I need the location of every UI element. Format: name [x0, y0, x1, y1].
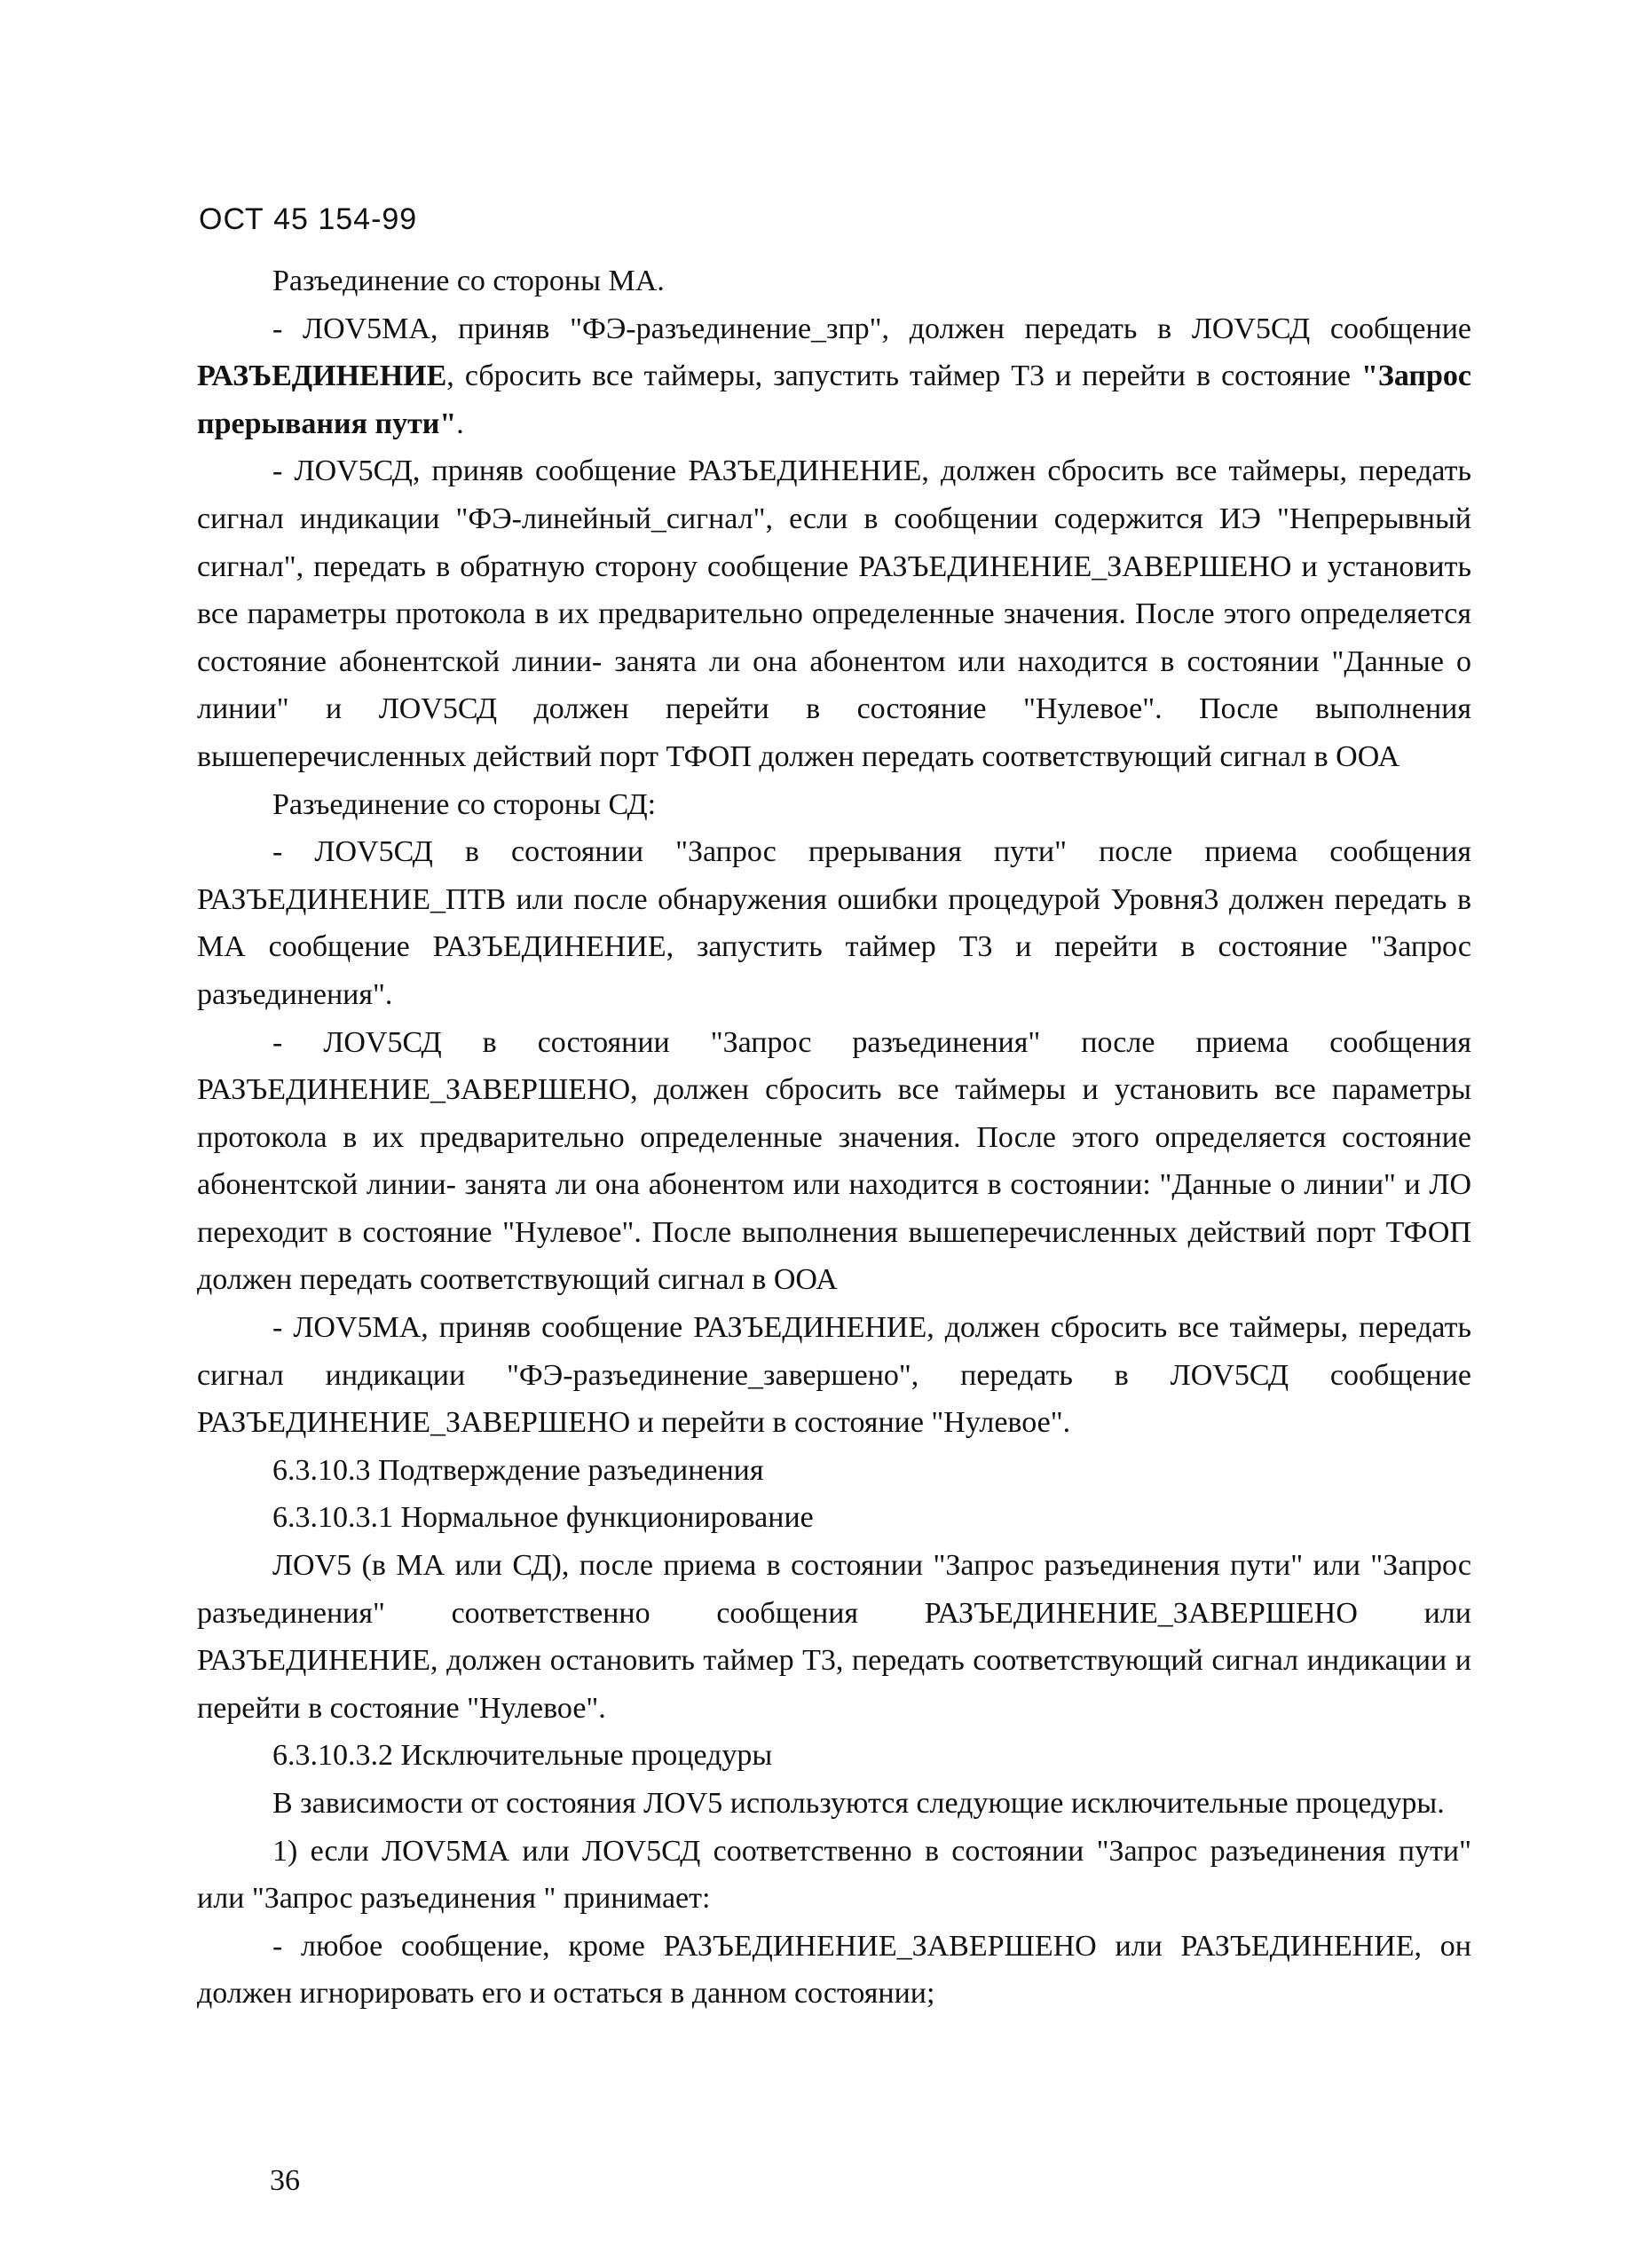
paragraph: В зависимости от состояния ЛОV5 используются следующие исключительные процедуры.: [272, 1787, 1445, 1820]
paragraph: - ЛОV5СД, приняв сообщение РАЗЪЕДИНЕНИЕ, должен сбросить все таймеры, передать сигнал индикации "ФЭ-линейный_сигнал", если в сообщении содержится ИЭ "Непрерывный сигнал", передать в обратную сторону сообщение РАЗЪЕДИНЕНИЕ_ЗАВЕРШЕНО и установить все параметры протокола в их предварительно определенные значения. После этого определяется состояние абонентской линии- занята ли она абонентом или находится в состоянии "Данные о линии" и ЛОV5СД должен перейти в состояние "Нулевое". После выполнения вышеперечисленных действий порт ТФОП должен передать соответствующий сигнал в ООА: [197, 454, 1471, 773]
paragraph: Разъединение со стороны СД:: [272, 787, 657, 821]
paragraph: - ЛОV5СД в состоянии "Запрос разъединения" после приема сообщения РАЗЪЕДИНЕНИЕ_ЗАВЕРШЕНО, должен сбросить все таймеры и установить все параметры протокола в их предварительно определенные значения. После этого определяется состояние абонентской линии- занята ли она абонентом или находится в состоянии: "Данные о линии" и ЛО переходит в состояние "Нулевое". После выполнения вышеперечисленных действий порт ТФОП должен передать соответствующий сигнал в ООА: [197, 1025, 1471, 1297]
body-text: [197, 257, 1471, 2018]
bold-term: РАЗЪЕДИНЕНИЕ: [197, 360, 447, 393]
paragraph: [197, 305, 1471, 448]
paragraph: 1) если ЛОV5МА или ЛОV5СД соответственно в состоянии "Запрос разъединения пути" или "Запрос разъединения " принимает:: [197, 1834, 1471, 1916]
paragraph-text: .: [456, 407, 464, 440]
paragraph-text: - ЛОV5МА, приняв "ФЭ-разъединение_зпр", должен передать в ЛОV5СД сообщение: [272, 312, 1471, 345]
section-heading: 6.3.10.3.1 Нормальное функционирование: [272, 1501, 814, 1535]
paragraph: - любое сообщение, кроме РАЗЪЕДИНЕНИЕ_ЗАВЕРШЕНО или РАЗЪЕДИНЕНИЕ, он должен игнорировать его и остаться в данном состоянии;: [197, 1929, 1471, 2011]
paragraph: ЛОV5 (в МА или СД), после приема в состоянии "Запрос разъединения пути" или "Запрос разъединения" соответственно сообщения РАЗЪЕДИНЕНИЕ_ЗАВЕРШЕНО или РАЗЪЕДИНЕНИЕ, должен остановить таймер Т3, передать соответствующий сигнал индикации и перейти в состояние "Нулевое".: [197, 1549, 1471, 1725]
bold-term: "Запрос прерывания пути": [197, 360, 1471, 440]
section-heading: 6.3.10.3.2 Исключительные процедуры: [272, 1739, 773, 1773]
paragraph: Разъединение со стороны МА.: [272, 265, 665, 297]
section-heading: 6.3.10.3 Подтверждение разъединения: [272, 1453, 764, 1487]
document-code: ОСТ 45 154-99: [199, 202, 418, 236]
page-number: 36: [270, 2164, 300, 2197]
paragraph: - ЛОV5СД в состоянии "Запрос прерывания пути" после приема сообщения РАЗЪЕДИНЕНИЕ_ПТВ или после обнаружения ошибки процедурой Уровня3 должен передать в МА сообщение РАЗЪЕДИНЕНИЕ, запустить таймер Т3 и перейти в состояние "Запрос разъединения".: [197, 835, 1471, 1011]
paragraph: - ЛОV5МА, приняв сообщение РАЗЪЕДИНЕНИЕ, должен сбросить все таймеры, передать сигнал индикации "ФЭ-разъединение_завершено", передать в ЛОV5СД сообщение РАЗЪЕДИНЕНИЕ_ЗАВЕРШЕНО и перейти в состояние "Нулевое".: [197, 1311, 1471, 1440]
paragraph-text: , сбросить все таймеры, запустить таймер Т3 и перейти в состояние: [446, 360, 1351, 393]
